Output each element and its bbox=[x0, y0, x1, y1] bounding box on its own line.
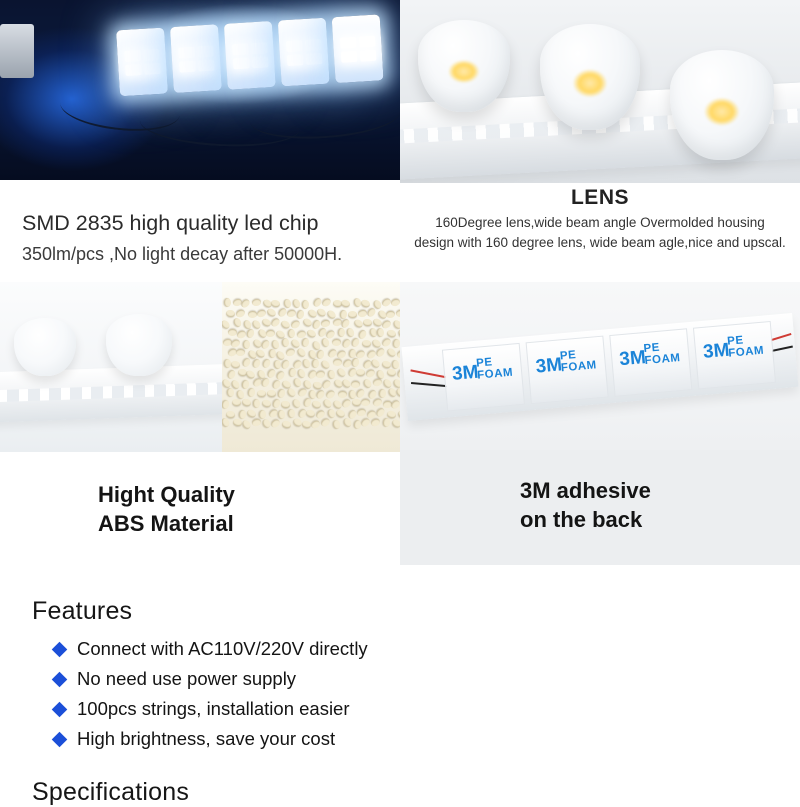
led-dot bbox=[304, 38, 321, 50]
abs-pellet bbox=[260, 338, 271, 349]
abs-pellet bbox=[232, 317, 242, 328]
abs-pellet bbox=[312, 359, 320, 368]
abs-pellet bbox=[291, 398, 301, 409]
led-dot bbox=[359, 49, 376, 61]
abs-pellet bbox=[224, 298, 231, 307]
abs-pellet bbox=[392, 318, 400, 329]
abs-pellet bbox=[321, 297, 332, 308]
led-dot bbox=[285, 40, 302, 52]
led-module bbox=[278, 18, 330, 87]
specifications-title: Specifications bbox=[32, 778, 190, 806]
led-dot bbox=[179, 60, 196, 72]
tape-segment bbox=[609, 328, 692, 397]
abs-pellet bbox=[336, 367, 347, 378]
lens-caption bbox=[400, 183, 800, 253]
led-module bbox=[170, 24, 222, 93]
abs-pellet bbox=[360, 417, 371, 428]
abs-pellet bbox=[246, 328, 256, 339]
abs-pellet bbox=[226, 309, 236, 317]
abs-pellet bbox=[316, 308, 327, 319]
abs-pellet bbox=[291, 417, 302, 428]
feature-item-label: Connect with AC110V/220V directly bbox=[77, 638, 368, 659]
abs-pellet bbox=[340, 299, 351, 308]
abs-pellet bbox=[370, 337, 381, 348]
abs-pellet bbox=[391, 418, 400, 429]
abs-pellet bbox=[288, 367, 296, 377]
led-dot bbox=[125, 64, 142, 76]
abs-pellet bbox=[320, 359, 331, 370]
abs-pellet bbox=[356, 369, 365, 376]
abs-pellet bbox=[379, 389, 387, 399]
wire bbox=[249, 91, 400, 143]
abs-pellet bbox=[281, 400, 291, 408]
abs-pellet bbox=[271, 339, 280, 350]
abs-pellet bbox=[231, 360, 241, 369]
abs-pellet bbox=[225, 410, 235, 418]
panel-lens bbox=[400, 0, 800, 282]
tape-segment bbox=[693, 321, 776, 390]
abs-pellet bbox=[248, 311, 257, 318]
led-dot bbox=[339, 36, 356, 48]
abs-pellet bbox=[337, 391, 346, 398]
abs-pellet bbox=[222, 318, 231, 329]
abs-lens-dome bbox=[14, 318, 76, 376]
abs-pellet bbox=[320, 379, 331, 390]
adhesive-caption bbox=[400, 450, 800, 565]
abs-pellet bbox=[267, 390, 277, 398]
abs-pellet bbox=[261, 399, 272, 408]
abs-pellet bbox=[356, 408, 367, 417]
abs-pellet bbox=[381, 337, 392, 348]
abs-pellet bbox=[386, 328, 397, 337]
led-dot bbox=[358, 35, 375, 47]
abs-pellet bbox=[222, 399, 230, 409]
panel-led-chip bbox=[0, 0, 400, 282]
abs-pellet bbox=[265, 329, 275, 337]
abs-pellet bbox=[393, 339, 400, 349]
abs-pellet bbox=[362, 339, 371, 347]
abs-pellet bbox=[345, 327, 355, 338]
abs-pellet bbox=[320, 417, 331, 428]
abs-pellet bbox=[270, 299, 280, 308]
abs-pellet bbox=[365, 368, 376, 378]
abs-pellet bbox=[261, 418, 272, 429]
abs-pellet bbox=[302, 300, 309, 309]
abs-pellet bbox=[226, 369, 236, 380]
led-dot bbox=[232, 57, 249, 69]
abs-pellet bbox=[350, 337, 360, 348]
diamond-bullet-icon bbox=[52, 701, 68, 717]
abs-pellet bbox=[332, 419, 341, 429]
led-dot bbox=[144, 62, 161, 74]
abs-pellet bbox=[270, 418, 281, 429]
pe-foam-text: PE FOAM bbox=[559, 349, 598, 375]
abs-pellet bbox=[259, 409, 266, 418]
abs-pellet bbox=[243, 340, 250, 349]
driver-box bbox=[0, 24, 34, 78]
abs-pellet bbox=[372, 378, 383, 387]
abs-pellet bbox=[370, 418, 381, 428]
led-dot bbox=[251, 42, 268, 54]
diamond-bullet-icon bbox=[52, 731, 68, 747]
abs-pellet bbox=[350, 357, 359, 368]
lens-hotspot bbox=[573, 70, 607, 98]
feature-item bbox=[54, 634, 800, 664]
abs-pellet bbox=[360, 298, 371, 308]
feature-item-label: High brightness, save your cost bbox=[77, 728, 336, 749]
3m-logo-text: 3M bbox=[534, 354, 563, 378]
abs-pellet bbox=[377, 328, 385, 338]
abs-pellet bbox=[262, 358, 272, 369]
abs-pellet bbox=[306, 308, 317, 319]
abs-pellet bbox=[222, 417, 231, 428]
abs-pellet bbox=[311, 399, 322, 409]
adhesive-caption-line2: on the back bbox=[520, 507, 643, 532]
abs-pellet bbox=[261, 377, 271, 388]
abs-pellet bbox=[370, 358, 381, 369]
abs-pellet bbox=[327, 370, 335, 380]
abs-pellet bbox=[286, 309, 297, 318]
led-module bbox=[224, 21, 276, 90]
abs-pellet bbox=[322, 398, 333, 409]
lens-hotspot bbox=[704, 97, 739, 126]
led-dot bbox=[197, 45, 214, 57]
abs-pellet bbox=[341, 398, 352, 409]
features-title: Features bbox=[32, 597, 133, 625]
abs-lens-dome bbox=[106, 314, 172, 376]
abs-photo-pair bbox=[0, 282, 400, 452]
abs-pellet bbox=[338, 328, 345, 337]
abs-pellet bbox=[351, 381, 360, 388]
led-chip-caption-line2: 350lm/pcs ,No light decay after 50000H. bbox=[22, 244, 343, 264]
abs-pellet bbox=[352, 399, 361, 407]
panel-abs-material bbox=[0, 282, 400, 565]
adhesive-tape-bar bbox=[402, 313, 799, 421]
tape-segment bbox=[526, 336, 609, 405]
abs-pellet bbox=[226, 387, 234, 397]
abs-pellet bbox=[256, 308, 267, 318]
abs-pellet bbox=[230, 338, 241, 348]
abs-pellet bbox=[251, 418, 262, 427]
pe-foam-text: PE FOAM bbox=[726, 334, 765, 360]
abs-pellet bbox=[301, 337, 310, 347]
abs-pellet bbox=[382, 417, 390, 427]
abs-housing-photo bbox=[0, 282, 222, 452]
abs-pellet bbox=[276, 388, 286, 399]
feature-item bbox=[54, 724, 800, 754]
abs-pellet bbox=[241, 398, 252, 407]
abs-pellet bbox=[288, 329, 295, 338]
abs-pellet bbox=[332, 338, 341, 345]
led-module bbox=[116, 28, 168, 97]
abs-pellet bbox=[390, 298, 400, 307]
abs-pellet bbox=[265, 307, 276, 318]
lens-photo bbox=[400, 0, 800, 183]
abs-pellet bbox=[334, 408, 345, 418]
adhesive-caption-line1: 3M adhesive bbox=[520, 478, 651, 503]
abs-pellet bbox=[247, 388, 255, 398]
abs-pellet bbox=[392, 360, 400, 370]
led-module-row bbox=[116, 14, 395, 103]
abs-caption-line1: Hight Quality bbox=[98, 482, 235, 507]
led-strip-photo bbox=[0, 0, 400, 180]
pe-foam-text: PE FOAM bbox=[643, 341, 681, 368]
feature-item-label: 100pcs strings, installation easier bbox=[77, 698, 350, 719]
abs-pellet bbox=[282, 420, 293, 429]
diamond-bullet-icon bbox=[52, 641, 68, 657]
abs-pellet bbox=[372, 397, 383, 407]
led-dot bbox=[178, 46, 195, 58]
abs-pellets-photo bbox=[222, 282, 400, 452]
abs-pellet bbox=[282, 337, 290, 347]
pe-foam-text: PE FOAM bbox=[475, 356, 514, 382]
abs-pellet bbox=[292, 376, 302, 387]
abs-pellet bbox=[302, 358, 312, 369]
abs-pellet bbox=[305, 408, 316, 417]
abs-pellet bbox=[283, 298, 292, 309]
abs-pellet bbox=[361, 399, 370, 406]
abs-pellet bbox=[292, 298, 302, 309]
features-list bbox=[32, 634, 800, 754]
lens-title: LENS bbox=[570, 186, 629, 209]
abs-pellet bbox=[385, 347, 396, 358]
abs-pellet bbox=[241, 418, 252, 429]
abs-pellet bbox=[238, 409, 246, 419]
abs-pellet bbox=[366, 307, 377, 318]
abs-pellet bbox=[385, 310, 395, 318]
abs-caption-line2: ABS Material bbox=[98, 511, 234, 536]
led-dot bbox=[143, 48, 160, 60]
led-dot bbox=[340, 50, 357, 62]
abs-caption bbox=[0, 452, 400, 565]
abs-pellet bbox=[310, 420, 321, 430]
abs-pellets bbox=[222, 300, 400, 434]
abs-pellet bbox=[251, 358, 261, 369]
abs-pellet bbox=[277, 410, 285, 420]
led-dot bbox=[305, 52, 322, 64]
abs-pellet bbox=[252, 299, 262, 308]
abs-pellet bbox=[362, 318, 372, 326]
abs-pellet bbox=[362, 378, 373, 389]
abs-pellet bbox=[246, 408, 257, 418]
abs-pellet bbox=[375, 346, 386, 357]
tape-segment bbox=[442, 343, 525, 412]
abs-pellet bbox=[286, 387, 297, 398]
abs-pellet bbox=[273, 359, 282, 369]
abs-pellet bbox=[371, 317, 382, 327]
abs-pellet bbox=[232, 398, 241, 405]
abs-pellet bbox=[339, 309, 347, 319]
abs-pellet bbox=[355, 387, 366, 398]
abs-pellet bbox=[333, 359, 343, 367]
3m-logo-text: 3M bbox=[451, 361, 480, 385]
abs-pellet bbox=[390, 399, 400, 410]
feature-item bbox=[54, 694, 800, 724]
led-chip-caption-line1: SMD 2835 high quality led chip bbox=[22, 211, 319, 235]
led-dot bbox=[286, 54, 303, 66]
led-dot bbox=[251, 56, 268, 68]
abs-pellet bbox=[336, 349, 347, 360]
panel-3m-adhesive bbox=[400, 282, 800, 565]
abs-pellet bbox=[236, 349, 246, 357]
abs-pellet bbox=[252, 399, 259, 408]
led-dot bbox=[232, 43, 249, 55]
abs-pellet bbox=[386, 368, 396, 377]
feature-item-label: No need use power supply bbox=[77, 668, 297, 689]
led-module bbox=[332, 14, 384, 83]
abs-pellet bbox=[256, 390, 265, 397]
lens-desc-line2: design with 160 degree lens, wide beam agle,nice and upscal. bbox=[414, 235, 786, 250]
abs-pellet bbox=[386, 410, 396, 419]
lens-desc-line1: 160Degree lens,wide beam angle Overmolded housing bbox=[435, 215, 765, 230]
feature-item bbox=[54, 664, 800, 694]
abs-pellet bbox=[315, 371, 325, 380]
abs-pellet bbox=[285, 347, 296, 357]
abs-pellet bbox=[268, 349, 275, 358]
3m-logo-text: 3M bbox=[702, 339, 731, 363]
adhesive-photo bbox=[400, 282, 800, 450]
abs-pellet bbox=[352, 318, 363, 329]
abs-pellet bbox=[236, 329, 247, 339]
led-dot bbox=[198, 59, 215, 71]
abs-pellet bbox=[280, 319, 291, 330]
abs-pellet bbox=[296, 346, 307, 357]
abs-pellet bbox=[365, 349, 376, 360]
abs-pellet bbox=[228, 329, 237, 336]
features-section bbox=[0, 565, 800, 754]
abs-pellet bbox=[375, 407, 386, 418]
diamond-bullet-icon bbox=[52, 671, 68, 687]
abs-pellet bbox=[348, 311, 357, 318]
3m-logo-text: 3M bbox=[618, 347, 647, 371]
abs-pellet bbox=[288, 408, 296, 418]
lens-hotspot bbox=[448, 60, 479, 84]
abs-pellet bbox=[270, 317, 281, 328]
led-dot bbox=[124, 50, 141, 62]
led-chip-caption bbox=[0, 200, 400, 282]
